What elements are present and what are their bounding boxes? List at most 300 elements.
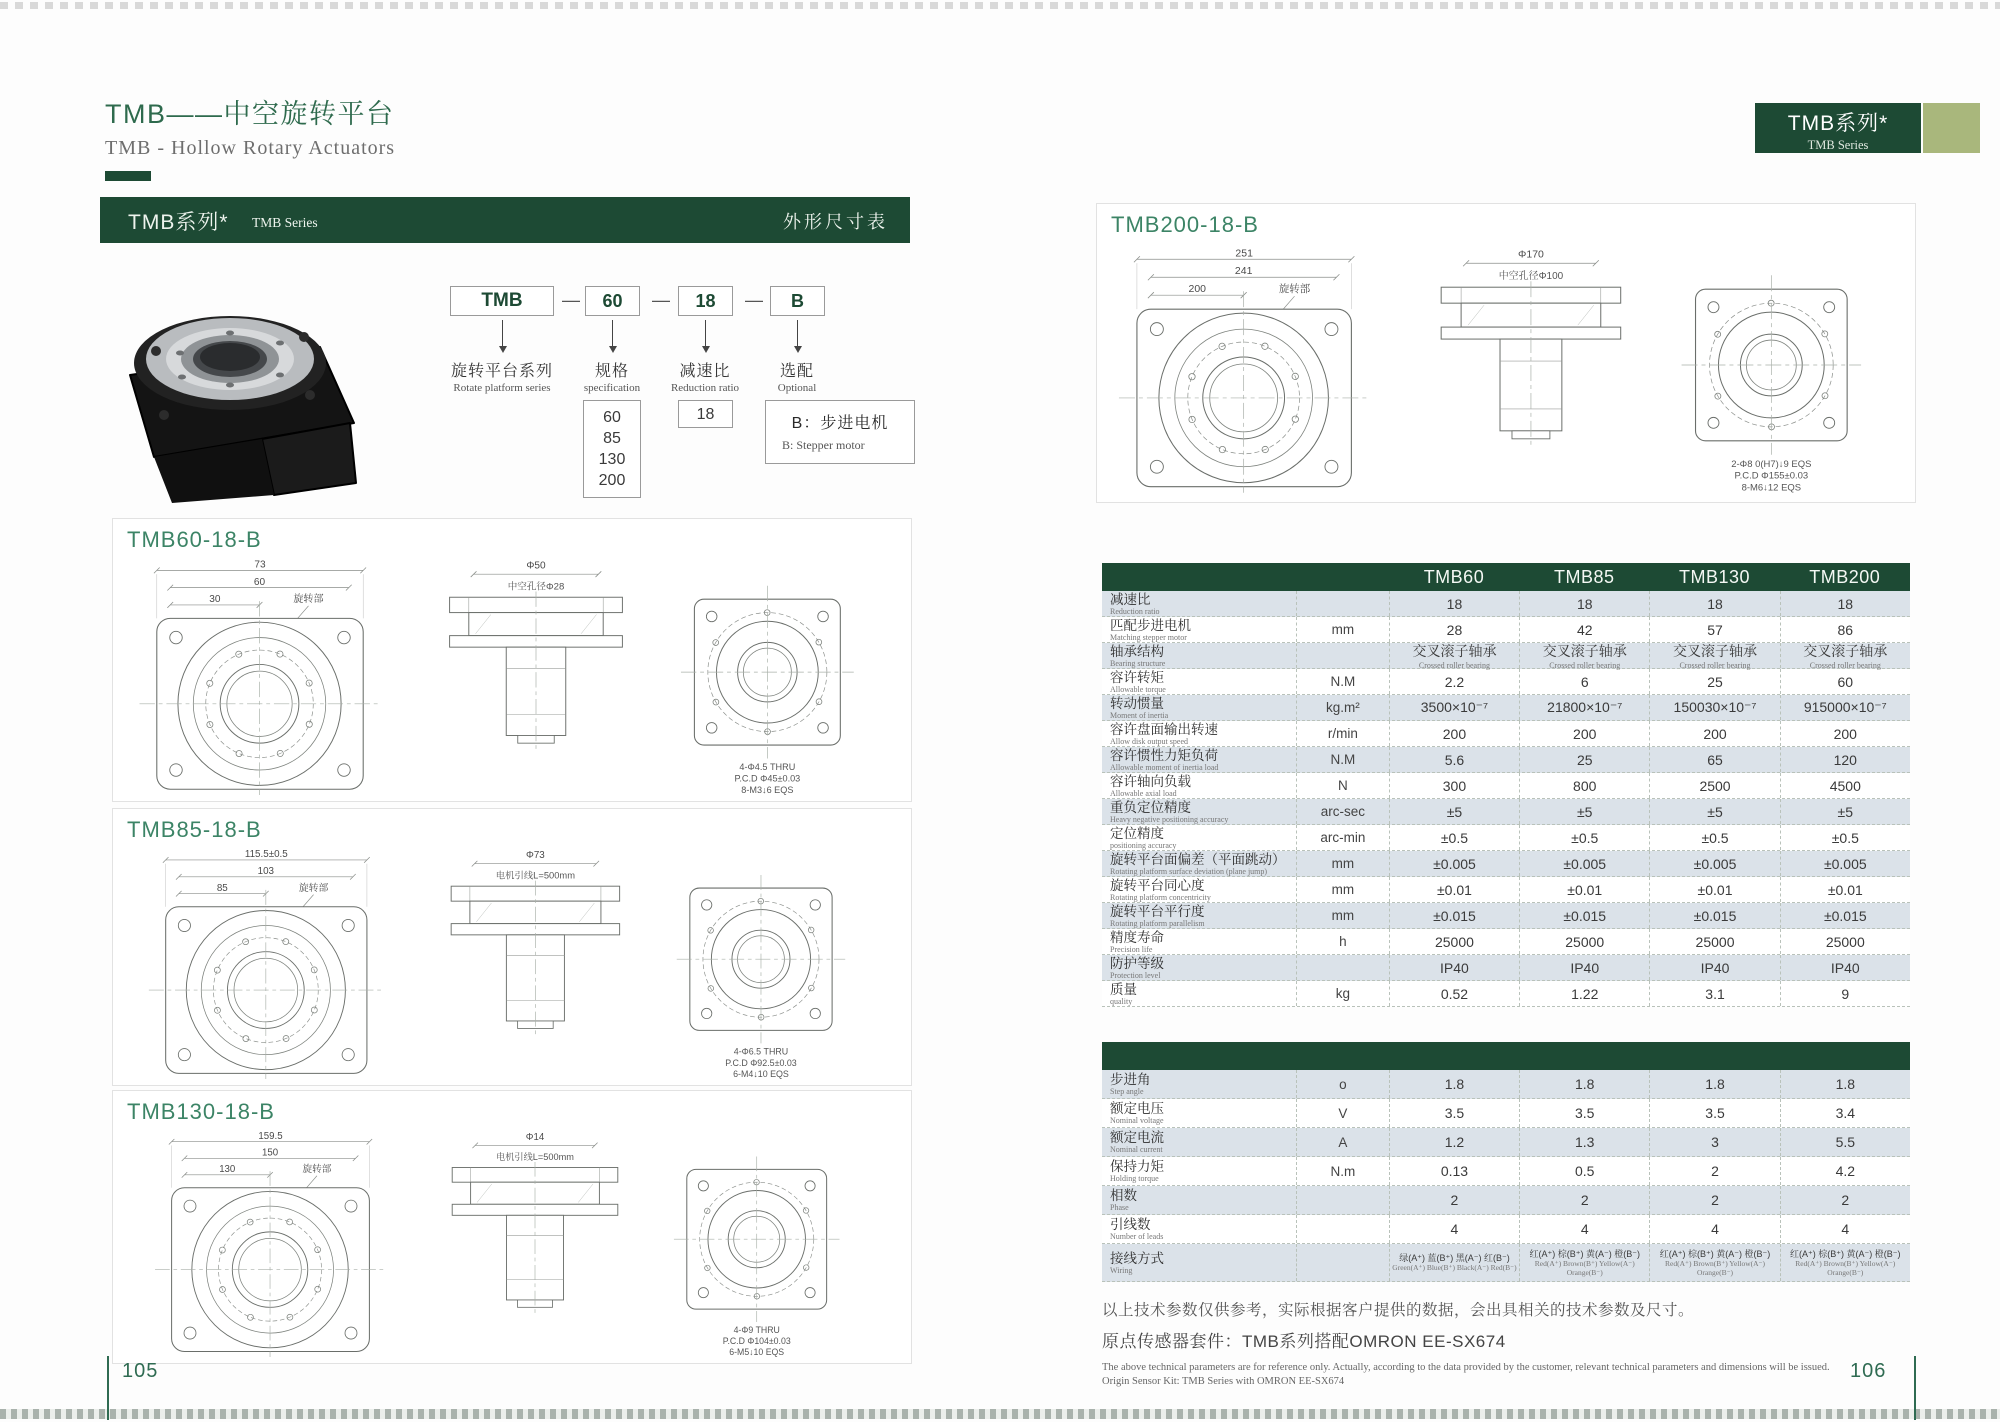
table-row <box>1102 747 1910 773</box>
value-text: 4 <box>1711 1221 1719 1237</box>
row-label <box>1102 903 1296 928</box>
value-text: ±5 <box>1446 803 1463 820</box>
cell-value <box>1649 591 1779 616</box>
cell-value <box>1389 877 1519 902</box>
value-text: 1.22 <box>1571 985 1599 1002</box>
svg-text:200: 200 <box>1188 284 1207 296</box>
row-label-cn: 防护等级 <box>1110 955 1164 971</box>
row-label-cn: 额定电压 <box>1110 1101 1164 1116</box>
row-label <box>1102 591 1296 616</box>
cell-value <box>1780 1099 1910 1127</box>
cell-value <box>1389 955 1519 980</box>
svg-text:73: 73 <box>254 559 266 571</box>
cell-value <box>1519 799 1649 824</box>
cad-front-view <box>149 849 383 1079</box>
label-en: Optional <box>777 382 817 394</box>
value-text: ±0.5 <box>1571 829 1599 846</box>
cell-value <box>1649 1244 1779 1281</box>
cell-value <box>1649 1186 1779 1214</box>
cell-value <box>1389 903 1519 928</box>
row-label-en: positioning accuracy <box>1110 840 1177 850</box>
value-text: 3.5 <box>1705 1105 1725 1121</box>
cell-value <box>1780 799 1910 824</box>
value-text: ±0.015 <box>1693 907 1737 924</box>
svg-text:4-Φ6.5 THRU: 4-Φ6.5 THRU <box>733 1046 789 1057</box>
table-row <box>1102 955 1910 981</box>
row-label-cn: 额定电流 <box>1110 1130 1164 1145</box>
row-unit <box>1296 877 1389 902</box>
row-label-cn: 引线数 <box>1110 1217 1151 1232</box>
cell-value <box>1519 747 1649 772</box>
table-row <box>1102 591 1910 617</box>
motor-table <box>1102 1042 1910 1282</box>
table-row <box>1102 617 1910 643</box>
technical-drawing <box>1107 240 1905 496</box>
label-en: specification <box>583 382 641 394</box>
unit-text: A <box>1338 1134 1348 1150</box>
cad-side-view <box>452 1132 618 1313</box>
cell-value <box>1389 1244 1519 1281</box>
svg-text:130: 130 <box>219 1164 236 1176</box>
cell-value <box>1649 825 1779 850</box>
value-text: 6 <box>1580 673 1589 690</box>
cell-value <box>1389 695 1519 720</box>
value-text: 21800×10⁻⁷ <box>1547 699 1623 715</box>
column-header: TMB85 <box>1553 566 1615 587</box>
table-row <box>1102 669 1910 695</box>
table-row <box>1102 1070 1910 1099</box>
row-label-cn: 容许转矩 <box>1110 669 1164 685</box>
unit-text: mm <box>1331 908 1355 923</box>
value-text: IP40 <box>1570 959 1600 976</box>
row-label-cn: 旋转平台同心度 <box>1110 877 1205 893</box>
model-code-diagram <box>440 268 918 510</box>
cell-value <box>1389 669 1519 694</box>
section-header-bar <box>100 197 910 243</box>
cell-value <box>1649 1157 1779 1185</box>
value-text: 4 <box>1841 1221 1850 1237</box>
value-text: 0.52 <box>1440 985 1469 1002</box>
cell-value <box>1649 643 1779 668</box>
actuator-photo-illustration <box>112 255 392 505</box>
title-block <box>105 92 395 181</box>
value-text: 18 <box>1576 595 1593 612</box>
cell-value <box>1519 903 1649 928</box>
value-text: ±0.01 <box>1697 881 1733 898</box>
table-row <box>1102 799 1910 825</box>
cell-value <box>1649 851 1779 876</box>
section-series-cn: TMB系列* <box>128 211 229 234</box>
value-text: 18 <box>1837 595 1854 612</box>
value-text: 1.8 <box>1835 1076 1856 1092</box>
cell-value <box>1780 955 1910 980</box>
cell-value <box>1780 617 1910 642</box>
cell-value <box>1649 903 1779 928</box>
row-label-en: Heavy negative positioning accuracy <box>1110 814 1229 824</box>
cell-value <box>1389 825 1519 850</box>
cell-value <box>1780 695 1910 720</box>
section-right-title: 外形尺寸表 <box>783 212 888 232</box>
value-text: 800 <box>1573 777 1597 794</box>
value-text: 4 <box>1580 1221 1589 1237</box>
motor-table-header <box>1102 1042 1910 1070</box>
svg-text:4-Φ9 THRU: 4-Φ9 THRU <box>733 1325 780 1336</box>
svg-text:P.C.D Φ104±0.03: P.C.D Φ104±0.03 <box>722 1336 791 1347</box>
cad-front-view <box>155 1131 385 1357</box>
value-text: 0.13 <box>1440 1163 1469 1179</box>
cad-rear-view <box>677 875 845 1079</box>
row-label-cn: 旋转平台平行度 <box>1110 903 1205 919</box>
svg-text:241: 241 <box>1234 266 1253 278</box>
value-text: ±0.005 <box>1433 855 1476 872</box>
value-text: 2500 <box>1699 777 1731 794</box>
cell-value <box>1780 877 1910 902</box>
row-unit <box>1296 851 1389 876</box>
row-unit <box>1296 747 1389 772</box>
row-unit <box>1296 695 1389 720</box>
row-label-en: Reduction ratio <box>1110 606 1160 616</box>
value-text: 交叉滚子轴承 <box>1673 643 1758 659</box>
label-cn: 选配 <box>779 363 814 380</box>
value-text: 28 <box>1446 621 1463 638</box>
cell-value <box>1519 695 1649 720</box>
cell-value <box>1649 1099 1779 1127</box>
row-label <box>1102 643 1296 668</box>
row-unit <box>1296 773 1389 798</box>
drawing-label: TMB60-18-B <box>127 527 262 552</box>
row-unit <box>1296 669 1389 694</box>
row-label <box>1102 1099 1296 1127</box>
row-label-cn: 精度寿命 <box>1110 929 1164 945</box>
cell-value <box>1519 1070 1649 1098</box>
row-label-cn: 重负定位精度 <box>1110 799 1191 815</box>
value-text: ±0.5 <box>1440 829 1469 846</box>
cad-drawing <box>123 555 901 795</box>
model-code-dash: — <box>562 290 580 310</box>
unit-text: mm <box>1331 622 1355 637</box>
svg-text:中空孔径Φ28: 中空孔径Φ28 <box>507 581 565 593</box>
value-text: 9 <box>1841 985 1850 1002</box>
cad-side-view <box>451 850 619 1034</box>
row-label-en: Moment of inertia <box>1110 710 1169 720</box>
value-text: 2 <box>1580 1192 1589 1208</box>
cell-value <box>1519 1099 1649 1127</box>
cad-rear-view <box>674 1156 840 1357</box>
svg-text:8-M6↓12 EQS: 8-M6↓12 EQS <box>1741 482 1802 494</box>
cell-value <box>1780 1128 1910 1156</box>
row-label <box>1102 825 1296 850</box>
row-label-cn: 转动惯量 <box>1110 695 1164 711</box>
table-row <box>1102 773 1910 799</box>
row-label <box>1102 1244 1296 1281</box>
row-label-cn: 轴承结构 <box>1110 643 1164 659</box>
row-label <box>1102 799 1296 824</box>
cell-value <box>1519 591 1649 616</box>
row-label <box>1102 1215 1296 1243</box>
value-text: 120 <box>1833 751 1857 768</box>
row-label-en: Allowable axial load <box>1110 788 1177 798</box>
value-text: 3.1 <box>1705 985 1725 1002</box>
cad-rear-view <box>1682 275 1862 493</box>
cell-value <box>1519 1215 1649 1243</box>
page-title: TMB——中空旋转平台 <box>105 99 395 129</box>
cell-value <box>1780 1070 1910 1098</box>
unit-text: N.M <box>1330 674 1356 689</box>
table-row <box>1102 851 1910 877</box>
model-code-arrow <box>612 320 613 350</box>
cell-value <box>1519 643 1649 668</box>
row-label-cn: 容许惯性力矩负荷 <box>1110 747 1218 763</box>
unit-text: kg.m² <box>1325 700 1360 715</box>
table-row <box>1102 721 1910 747</box>
unit-text: N.M <box>1330 752 1356 767</box>
row-unit <box>1296 799 1389 824</box>
table-row <box>1102 1157 1910 1186</box>
value-text: 25000 <box>1565 933 1605 950</box>
value-text: 2 <box>1711 1192 1719 1208</box>
cell-value <box>1649 721 1779 746</box>
model-code-arrow <box>502 320 503 350</box>
row-label-en: Precision life <box>1110 944 1153 954</box>
cell-value <box>1780 643 1910 668</box>
row-label-en: Phase <box>1110 1203 1129 1212</box>
row-label-cn: 步进角 <box>1110 1072 1151 1087</box>
value-text: 300 <box>1442 777 1467 794</box>
value-text: 150030×10⁻⁷ <box>1673 699 1757 715</box>
value-text: IP40 <box>1700 959 1730 976</box>
table-row <box>1102 929 1910 955</box>
series-badge-cn: TMB系列* <box>1787 112 1889 135</box>
svg-text:Φ170: Φ170 <box>1518 249 1544 261</box>
cell-value <box>1519 1157 1649 1185</box>
svg-text:251: 251 <box>1235 248 1253 260</box>
value-text: 红(A⁺) 棕(B⁺) 黄(A⁻) 橙(B⁻) <box>1529 1248 1640 1259</box>
cad-drawing <box>123 845 901 1079</box>
value-text: 3 <box>1711 1134 1719 1150</box>
value-text: 25000 <box>1434 933 1474 950</box>
cell-value <box>1780 721 1910 746</box>
cell-value <box>1389 1157 1519 1185</box>
spec-table-body <box>1102 591 1910 1007</box>
svg-text:8-M3↓6 EQS: 8-M3↓6 EQS <box>741 785 794 795</box>
value-text: 2 <box>1841 1192 1850 1208</box>
bottom-edge-strip <box>0 1409 2000 1419</box>
svg-text:电机引线L=500mm: 电机引线L=500mm <box>496 1152 574 1163</box>
value-text: 1.8 <box>1705 1076 1725 1092</box>
model-code-dash: — <box>652 290 670 310</box>
section-series-en: TMB Series <box>252 215 318 230</box>
value-subtext: Green(A⁺) Blue(B⁺) Black(A⁻) Red(B⁻) <box>1392 1263 1517 1272</box>
technical-drawing <box>123 555 901 795</box>
value-text: ±0.5 <box>1831 829 1859 846</box>
drawing-label: TMB130-18-B <box>127 1099 275 1124</box>
table-row <box>1102 1244 1910 1282</box>
label-en: Rotate platform series <box>453 382 551 394</box>
value-text: ±5 <box>1576 803 1593 820</box>
unit-text: mm <box>1331 882 1355 897</box>
row-unit <box>1296 981 1389 1006</box>
cell-value <box>1649 955 1779 980</box>
value-text: 交叉滚子轴承 <box>1542 643 1627 659</box>
ratio-options-box: 18 <box>678 400 733 428</box>
row-label <box>1102 1128 1296 1156</box>
spec-table <box>1102 563 1910 1007</box>
cell-value <box>1649 1215 1779 1243</box>
row-unit <box>1296 591 1389 616</box>
svg-text:6-M4↓10 EQS: 6-M4↓10 EQS <box>733 1069 789 1079</box>
drawing-section-tmb85 <box>112 808 912 1086</box>
value-subtext: Crossed roller bearing <box>1809 661 1881 670</box>
value-text: ±0.005 <box>1823 855 1867 872</box>
motor-table-body <box>1102 1070 1910 1282</box>
row-unit <box>1296 1128 1389 1156</box>
cell-value <box>1519 1128 1649 1156</box>
cell-value <box>1780 1186 1910 1214</box>
size-options-box <box>583 400 641 498</box>
model-code-arrow <box>705 320 706 350</box>
row-unit <box>1296 1244 1389 1281</box>
cell-value <box>1519 1186 1649 1214</box>
value-text: 3.4 <box>1835 1105 1856 1121</box>
value-subtext: Red(A⁺) Brown(B⁺) Yellow(A⁻) Orange(B⁻) <box>1534 1258 1635 1277</box>
value-text: 红(A⁺) 棕(B⁺) 黄(A⁻) 橙(B⁻) <box>1790 1248 1901 1259</box>
model-code-dash: — <box>745 290 763 310</box>
cell-value <box>1389 721 1519 746</box>
cell-value <box>1389 1128 1519 1156</box>
row-label-en: Holding torque <box>1110 1174 1159 1183</box>
row-label <box>1102 955 1296 980</box>
value-text: 1.8 <box>1575 1076 1595 1092</box>
row-label-en: Nominal current <box>1110 1145 1163 1154</box>
cell-value <box>1389 1215 1519 1243</box>
cell-value <box>1649 695 1779 720</box>
value-text: 交叉滚子轴承 <box>1803 643 1888 659</box>
column-header: TMB200 <box>1809 566 1881 587</box>
cell-value <box>1649 773 1779 798</box>
row-label-en: Number of leads <box>1110 1232 1164 1241</box>
cell-value <box>1780 773 1910 798</box>
row-unit <box>1296 929 1389 954</box>
value-subtext: Crossed roller bearing <box>1549 661 1621 670</box>
row-label-en: Matching stepper motor <box>1110 632 1187 642</box>
value-text: 25000 <box>1825 933 1865 950</box>
unit-text: N.m <box>1330 1163 1356 1179</box>
row-unit <box>1296 955 1389 980</box>
cad-side-view <box>450 560 623 748</box>
value-text: 5.5 <box>1835 1134 1856 1150</box>
page-number-right: 106 <box>1850 1360 1887 1382</box>
unit-text: r/min <box>1327 726 1358 741</box>
svg-text:159.5: 159.5 <box>258 1130 283 1142</box>
value-text: 57 <box>1707 621 1723 638</box>
row-unit <box>1296 903 1389 928</box>
model-code-ratio-box: 18 <box>678 286 733 316</box>
unit-text: N <box>1337 778 1348 793</box>
cell-value <box>1780 591 1910 616</box>
cell-value <box>1780 929 1910 954</box>
value-text: 1.2 <box>1444 1134 1465 1150</box>
svg-text:Φ73: Φ73 <box>526 850 545 862</box>
cell-value <box>1519 955 1649 980</box>
row-label-en: Step angle <box>1110 1087 1144 1096</box>
row-label <box>1102 721 1296 746</box>
cell-value <box>1780 1215 1910 1243</box>
value-text: 2.2 <box>1444 673 1465 690</box>
value-text: 4 <box>1450 1221 1459 1237</box>
value-text: ±0.01 <box>1827 881 1863 898</box>
cell-value <box>1780 1244 1910 1281</box>
page-subtitle: TMB - Hollow Rotary Actuators <box>105 137 396 159</box>
footnotes <box>1102 1298 1914 1387</box>
row-label-en: Protection level <box>1110 970 1161 980</box>
note-en-2: Origin Sensor Kit: TMB Series with OMRON EE-SX674 <box>1102 1376 1345 1387</box>
series-badge <box>1755 103 1921 153</box>
cell-value <box>1519 929 1649 954</box>
cell-value <box>1649 747 1779 772</box>
row-label-cn: 接线方式 <box>1110 1250 1164 1266</box>
cell-value <box>1389 799 1519 824</box>
unit-text: arc-min <box>1320 830 1366 845</box>
cell-value <box>1649 799 1779 824</box>
drawing-section-tmb130 <box>112 1090 912 1364</box>
option-en: B: Stepper motor <box>782 438 865 452</box>
svg-text:150: 150 <box>261 1147 279 1159</box>
column-header: TMB130 <box>1679 566 1751 587</box>
cell-value <box>1519 721 1649 746</box>
svg-text:60: 60 <box>253 576 266 588</box>
value-text: 200 <box>1573 725 1597 742</box>
cell-value <box>1389 981 1519 1006</box>
value-text: 3.5 <box>1575 1105 1595 1121</box>
cell-value <box>1780 903 1910 928</box>
value-text: IP40 <box>1830 959 1860 976</box>
cad-drawing <box>1107 240 1905 496</box>
model-code-label-size <box>584 358 640 394</box>
row-unit <box>1296 1215 1389 1243</box>
svg-text:旋转部: 旋转部 <box>298 882 329 894</box>
value-text: 65 <box>1707 751 1723 768</box>
row-label-en: Rotating platform parallelism <box>1110 918 1205 928</box>
row-unit <box>1296 721 1389 746</box>
unit-text: o <box>1339 1076 1347 1092</box>
value-text: 3.5 <box>1444 1105 1465 1121</box>
row-label-en: Wiring <box>1110 1265 1133 1275</box>
value-text: 42 <box>1576 621 1593 638</box>
value-text: ±5 <box>1837 803 1854 820</box>
svg-text:6-M5↓10 EQS: 6-M5↓10 EQS <box>729 1347 785 1357</box>
svg-text:中空孔径Φ100: 中空孔径Φ100 <box>1498 271 1564 283</box>
size-option: 200 <box>598 472 626 489</box>
top-edge-strip <box>0 2 2000 9</box>
value-text: ±0.005 <box>1563 855 1607 872</box>
value-text: 25 <box>1576 751 1593 768</box>
svg-text:电机引线L=500mm: 电机引线L=500mm <box>495 870 575 881</box>
row-label <box>1102 1186 1296 1214</box>
svg-text:103: 103 <box>257 866 275 878</box>
row-label <box>1102 929 1296 954</box>
row-label <box>1102 617 1296 642</box>
label-cn: 旋转平台系列 <box>450 363 554 380</box>
model-code-label-ratio <box>671 358 739 394</box>
cad-front-view <box>1119 248 1368 492</box>
value-text: 915000×10⁻⁷ <box>1803 699 1887 715</box>
note-cn-1: 以上技术参数仅供参考，实际根据客户提供的数据，会出具相关的技术参数及尺寸。 <box>1102 1302 1695 1319</box>
size-option: 85 <box>603 430 621 447</box>
cad-drawing <box>123 1127 901 1357</box>
cell-value <box>1780 981 1910 1006</box>
row-label <box>1102 695 1296 720</box>
row-label-en: quality <box>1110 996 1133 1006</box>
